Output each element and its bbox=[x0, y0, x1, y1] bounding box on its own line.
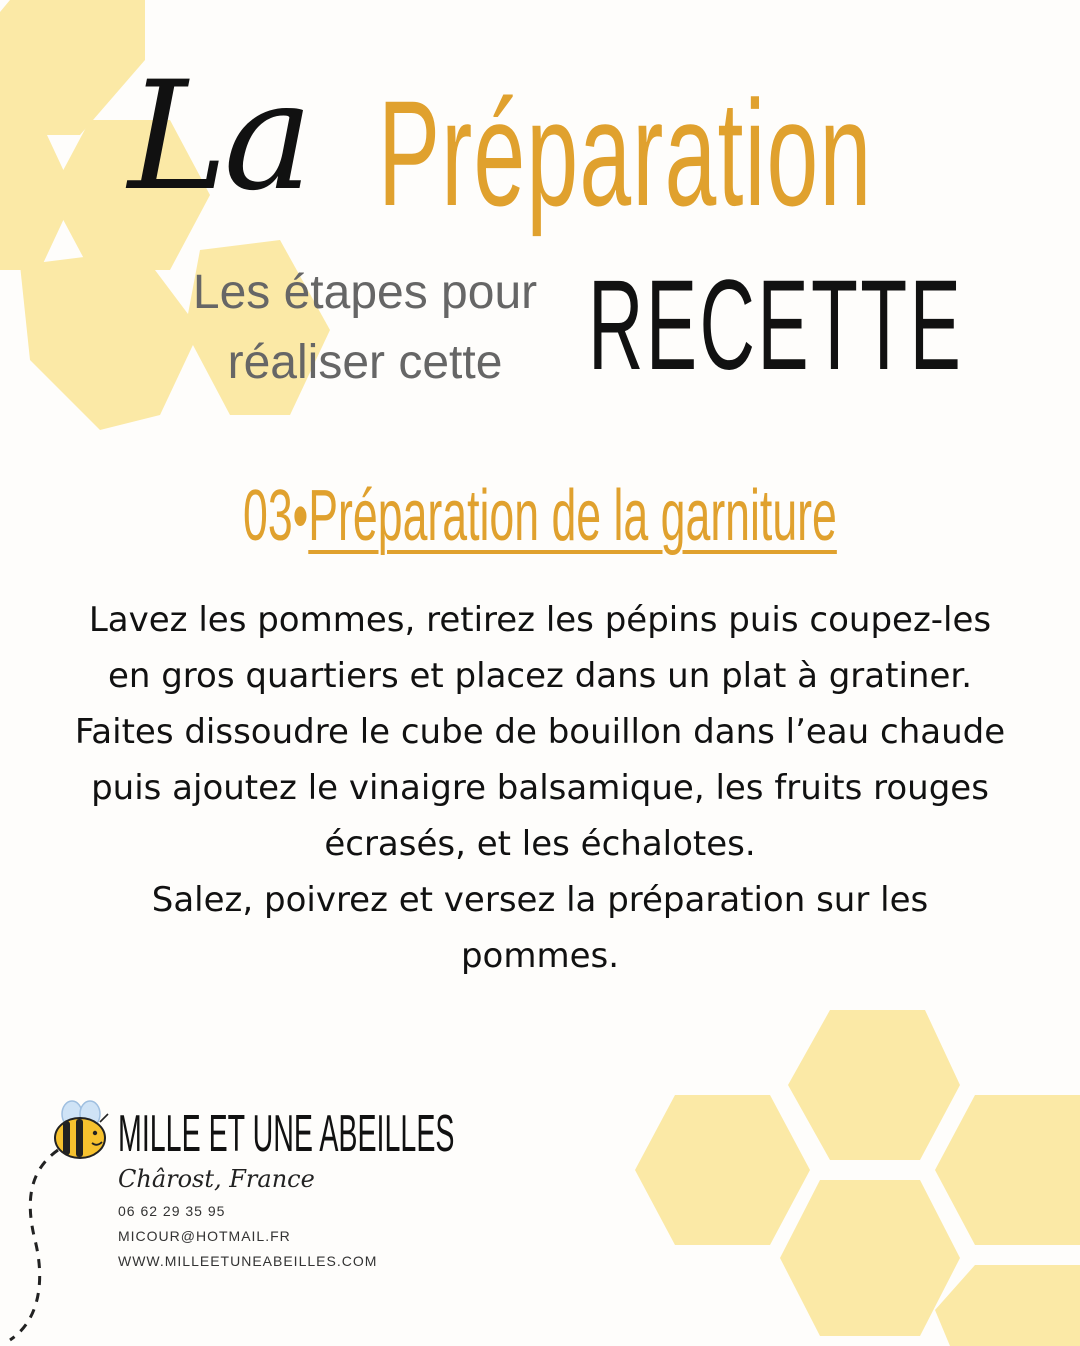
title-la: La bbox=[128, 50, 310, 224]
step-number: 03• bbox=[243, 476, 309, 556]
honeycomb-hexagon bbox=[635, 1095, 810, 1245]
subtitle-line-1: Les étapes pour bbox=[192, 266, 538, 319]
honeycomb-hexagon bbox=[788, 1010, 960, 1160]
bee-icon bbox=[55, 1101, 108, 1158]
subtitle bbox=[150, 258, 580, 398]
brand-name: MILLE ET UNE ABEILLES bbox=[118, 1105, 455, 1163]
instruction-paragraph: Lavez les pommes, retirez les pépins puis coupez-les en gros quartiers et placez dans un plat à gratiner. bbox=[88, 600, 992, 696]
honeycomb-hexagon bbox=[780, 1180, 960, 1336]
contact-phone: 06 62 29 35 95 bbox=[118, 1203, 226, 1219]
contact-website: WWW.MILLEETUNEABEILLES.COM bbox=[118, 1253, 378, 1269]
brand-location: Chârost, France bbox=[118, 1165, 315, 1193]
title-preparation: Préparation bbox=[378, 69, 873, 237]
instruction-paragraph: Faites dissoudre le cube de bouillon dans l’eau chaude puis ajoutez le vinaigre balsamique, les fruits rouges écrasés, et les échalotes. bbox=[74, 712, 1006, 864]
contact-email: MICOUR@HOTMAIL.FR bbox=[118, 1228, 291, 1244]
honeycomb-hexagon bbox=[935, 1265, 1080, 1346]
title-recette: RECETTE bbox=[588, 254, 964, 397]
honeycomb-hexagon bbox=[935, 1095, 1080, 1245]
instructions bbox=[70, 592, 1010, 984]
subtitle-line-2: réaliser cette bbox=[227, 336, 503, 389]
honeycomb-hexagon bbox=[0, 0, 145, 135]
step-title: Préparation de la garniture bbox=[308, 476, 837, 556]
bee-flight-trail bbox=[10, 1150, 58, 1340]
instruction-paragraph: Salez, poivrez et versez la préparation sur les pommes. bbox=[151, 880, 929, 976]
step-heading bbox=[0, 475, 1080, 557]
